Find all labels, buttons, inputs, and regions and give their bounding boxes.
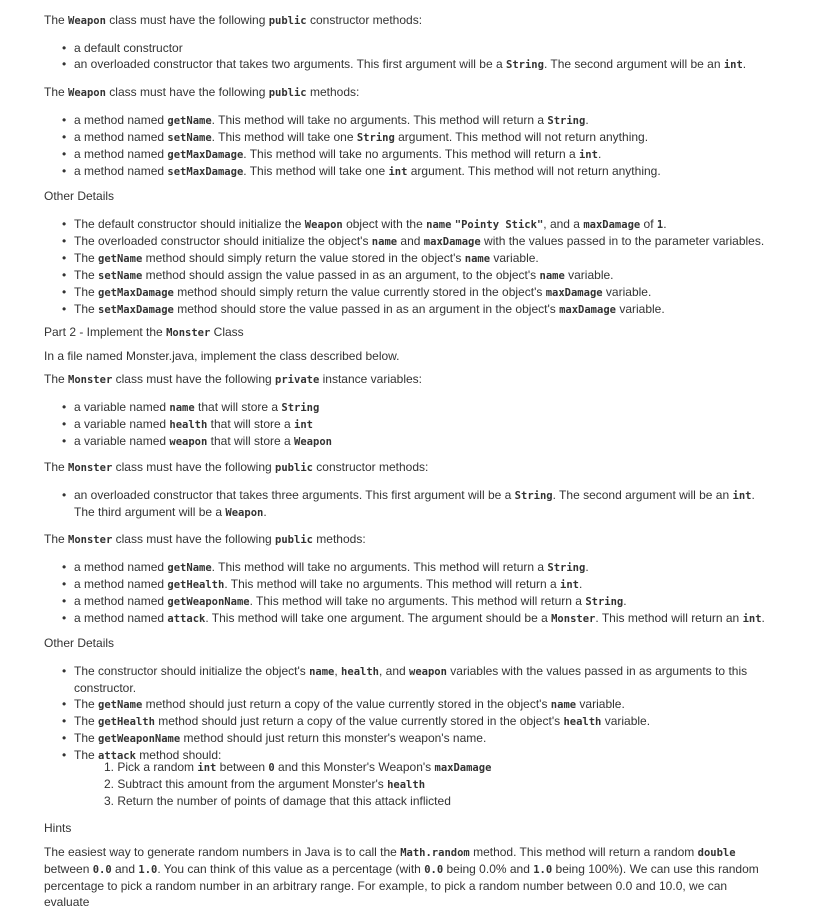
inline-code: getName [167,562,212,574]
inline-code: getName [98,253,143,265]
inline-code: maxDamage [559,304,616,316]
text-segment: a variable named [74,417,170,431]
list-item [62,216,788,233]
text-segment: method should store the value passed in as an argument in the object's [173,302,560,316]
text-segment: method should just return this monster's weapon's name. [180,731,487,745]
inline-code: int [578,149,598,161]
list-item [62,576,788,593]
text-segment: method. This method will return a random [469,845,698,859]
inline-code: getName [167,115,212,127]
inline-code: getMaxDamage [98,287,174,299]
text-segment: . [263,505,267,519]
inline-code: name [309,666,335,678]
inline-code: public [275,534,313,546]
inline-code: health [341,666,379,678]
inline-code: 0.0 [424,864,444,876]
inline-code: maxDamage [423,236,481,248]
inline-code: public [268,87,307,99]
inline-code: private [275,374,320,386]
text-segment: variable. [576,697,625,711]
text-segment: of [640,217,657,231]
monster-constructor-intro [44,459,788,476]
text-segment: method should assign the value passed in as an argument, to the object's [142,268,540,282]
text-segment: The [74,697,99,711]
inline-code: name [371,236,398,248]
list-item [62,129,788,146]
text-segment: . [597,147,602,161]
list-item [62,610,788,627]
inline-code: maxDamage [545,287,603,299]
text-segment: The [74,251,99,265]
text-segment: The easiest way to generate random numbers in Java is to call the [44,845,401,859]
text-segment: 1. Pick a random [104,760,198,774]
inline-code: Monster [166,327,211,339]
text-segment: . [623,594,627,608]
inline-code: attack [98,750,136,762]
list-item [62,416,788,433]
monster-vars-intro [44,371,788,388]
inline-code: "Pointy Stick" [454,219,544,231]
inline-code: int [742,613,762,625]
inline-code: name [169,402,195,414]
inline-code: Monster [68,534,113,546]
other-details-heading: Other Details [44,189,115,203]
text-segment: . [663,217,667,231]
other-details-heading: Other Details [44,636,115,650]
text-segment: The constructor should initialize the object's [74,664,310,678]
inline-code: getWeaponName [98,733,181,745]
inline-code: health [169,419,208,431]
text-segment: . [585,113,589,127]
inline-code: setName [98,270,143,282]
text-segment: constructor methods: [312,460,429,474]
inline-code: name [426,219,452,231]
list-item [62,40,788,56]
hints-paragraph [44,844,774,910]
inline-code: health [563,716,602,728]
text-segment: argument. This method will not return anything. [394,130,649,144]
inline-code: name [539,270,565,282]
monster-method-list [62,559,788,627]
inline-code: String [356,132,395,144]
inline-code: Weapon [68,15,106,27]
monster-constructor-list [62,487,762,521]
inline-code: Weapon [68,87,106,99]
list-item [62,487,762,521]
inline-code: maxDamage [434,762,492,774]
inline-code: getHealth [167,579,225,591]
text-segment: a method named [74,594,168,608]
text-segment: methods: [312,532,366,546]
text-segment: method should simply return the value stored in the object's [142,251,465,265]
text-segment: between [44,862,93,876]
text-segment: variable. [615,302,665,316]
list-item [62,56,788,73]
monster-file-instruction: In a file named Monster.java, implement the class described below. [44,349,400,363]
weapon-constructor-intro [44,12,788,29]
text-segment: . This method will return an [595,611,743,625]
text-segment: The [74,285,99,299]
text-segment: a method named [74,130,168,144]
inline-code: int [732,490,752,502]
text-segment: The [74,748,99,762]
text-segment: Part 2 - Implement the [44,325,167,339]
text-segment: with the values passed in to the parameter variables. [480,234,765,248]
inline-code: Weapon [304,219,343,231]
inline-code: int [197,762,217,774]
attack-steps-list [104,759,491,809]
list-item [62,284,788,301]
inline-code: String [281,402,320,414]
text-segment: . This method will take one [243,164,389,178]
weapon-methods-intro [44,84,788,101]
list-item [62,713,762,730]
list-item [62,267,788,284]
text-segment: The [44,532,69,546]
inline-code: Weapon [294,436,332,448]
text-segment: The [44,460,69,474]
text-segment: The [44,85,69,99]
text-segment: . This method will take no arguments. This method will return a [224,577,561,591]
inline-code: 1.0 [138,864,158,876]
text-segment: methods: [306,85,360,99]
inline-code: getMaxDamage [167,149,244,161]
text-segment: method should just return a copy of the value currently stored in the object's [142,697,551,711]
hints-heading: Hints [44,821,72,835]
text-segment: argument. This method will not return anything. [407,164,661,178]
inline-code: setMaxDamage [98,304,174,316]
text-segment: a method named [74,164,168,178]
list-item [62,730,762,747]
inline-code: String [506,59,544,71]
inline-code: 0 [268,762,275,774]
text-segment: a variable named [74,434,170,448]
text-segment: class must have the following [112,460,276,474]
text-segment: variable. [564,268,614,282]
weapon-method-list [62,112,788,180]
list-item [104,776,491,793]
inline-code: Monster [68,374,113,386]
text-segment: method should: [135,748,222,762]
list-item [62,301,788,318]
inline-code: Monster [68,462,113,474]
text-segment: Class [210,325,244,339]
text-segment: The [74,268,99,282]
list-item [62,559,788,576]
text-segment: method should simply return the value currently stored in the object's [173,285,546,299]
inline-code: name [550,699,577,711]
text-segment: variable. [490,251,539,265]
list-item [104,759,491,776]
text-segment: that will store a [207,434,295,448]
text-segment: . [761,611,765,625]
text-segment: variable. [601,714,651,728]
text-segment: between [216,760,269,774]
inline-code: getName [98,699,143,711]
inline-code: 1 [656,219,664,231]
text-segment: . This method will take no arguments. This method will return a [243,147,579,161]
text-segment: and [111,862,139,876]
list-item [62,593,788,610]
text-segment: class must have the following [105,13,269,27]
list-item [62,399,788,416]
list-item [62,250,788,267]
list-item [62,433,788,450]
text-segment: a method named [74,113,168,127]
inline-code: int [560,579,579,591]
text-segment: . [585,560,589,574]
inline-code: getWeaponName [167,596,250,608]
monster-details-list [62,663,762,764]
inline-code: public [275,462,313,474]
text-segment: instance variables: [319,372,423,386]
text-segment: an overloaded constructor that takes two arguments. This first argument will be a [74,57,506,71]
text-segment: that will store a [207,417,295,431]
text-segment: . The second argument will be an [552,488,733,502]
inline-code: int [388,166,408,178]
inline-code: maxDamage [583,219,641,231]
weapon-details-list [62,216,788,318]
text-segment: and [397,234,424,248]
text-segment: a method named [74,560,168,574]
list-item [62,233,788,250]
inline-code: setMaxDamage [167,166,244,178]
text-segment: variable. [602,285,652,299]
text-segment: The [74,731,99,745]
text-segment: being 100%). We can use this random percentage to pick a random number in an arbitrary range. For example, to pick a random number between 0.0 and 10.0, we can evaluate [44,862,759,909]
monster-var-list [62,399,788,450]
inline-code: setName [167,132,212,144]
text-segment: 2. Subtract this amount from the argument Monster's [104,777,388,791]
text-segment: constructor methods: [306,13,423,27]
text-segment: class must have the following [112,532,276,546]
text-segment: 3. Return the number of points of damage that this attack inflicted [104,794,451,808]
weapon-constructor-list [62,40,788,73]
text-segment: an overloaded constructor that takes three arguments. This first argument will be a [74,488,515,502]
inline-code: attack [167,613,206,625]
inline-code: name [464,253,491,265]
text-segment: . The third argument will be a [74,488,755,519]
text-segment: . This method will take one [211,130,357,144]
text-segment: The [44,372,69,386]
inline-code: double [697,847,736,859]
text-segment: . [579,577,583,591]
text-segment: . This method will take one argument. The argument should be a [205,611,552,625]
inline-code: public [268,15,307,27]
text-segment: a method named [74,611,168,625]
inline-code: int [294,419,313,431]
list-item [62,663,762,696]
text-segment: The default constructor should initialize the [74,217,305,231]
inline-code: 0.0 [92,864,112,876]
text-segment: a default constructor [74,41,183,55]
text-segment: a method named [74,577,168,591]
text-segment: a method named [74,147,168,161]
text-segment: , [334,664,342,678]
inline-code: weapon [169,436,208,448]
inline-code: Monster [551,613,596,625]
inline-code: String [585,596,624,608]
text-segment: that will store a [194,400,282,414]
monster-methods-intro [44,531,788,548]
text-segment: . [742,57,747,71]
text-segment: and this Monster's Weapon's [274,760,435,774]
text-segment: . The second argument will be an [543,57,724,71]
part2-heading [44,324,244,341]
text-segment: The [74,302,99,316]
text-segment: a variable named [74,400,170,414]
text-segment: , and [378,664,410,678]
list-item [62,696,762,713]
text-segment: . This method will take no arguments. This method will return a [211,560,548,574]
list-item [62,146,788,163]
inline-code: Weapon [225,507,264,519]
text-segment: The overloaded constructor should initialize the object's [74,234,372,248]
inline-code: 1.0 [533,864,553,876]
inline-code: health [387,779,426,791]
text-segment: . You can think of this value as a percentage (with [157,862,425,876]
inline-code: Math.random [400,847,470,859]
text-segment: class must have the following [112,372,276,386]
text-segment: object with the [342,217,427,231]
text-segment: , and a [543,217,584,231]
inline-code: String [514,490,553,502]
list-item [104,793,491,809]
text-segment: . This method will take no arguments. This method will return a [249,594,586,608]
text-segment: The [74,714,99,728]
list-item [62,163,788,180]
inline-code: int [723,59,743,71]
text-segment: being 0.0% and [443,862,534,876]
inline-code: String [547,562,586,574]
inline-code: weapon [409,666,447,678]
text-segment: variables with the values passed in as arguments to this constructor. [74,664,748,695]
text-segment: The [44,13,69,27]
inline-code: getHealth [98,716,155,728]
text-segment: class must have the following [105,85,269,99]
text-segment: method should just return a copy of the value currently stored in the object's [154,714,564,728]
inline-code: String [547,115,586,127]
list-item [62,112,788,129]
text-segment: . This method will take no arguments. This method will return a [211,113,548,127]
